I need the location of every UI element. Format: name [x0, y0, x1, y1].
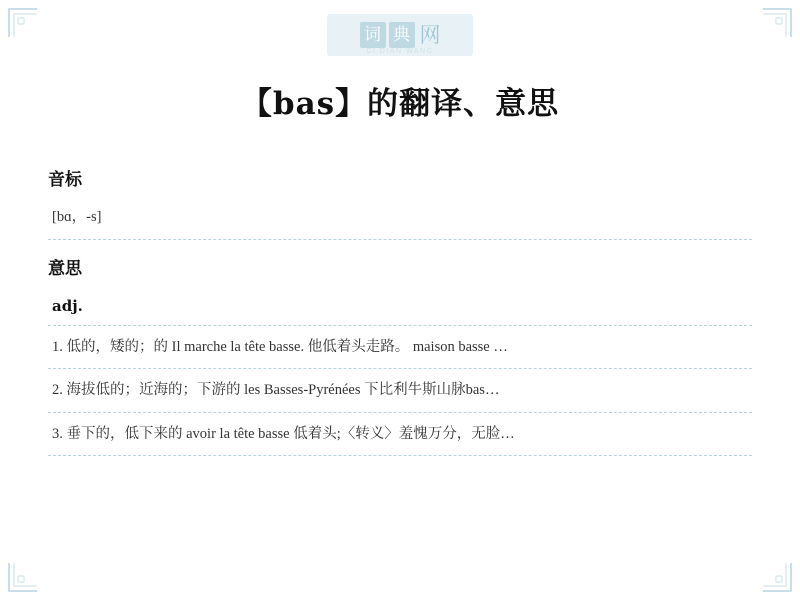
logo-char-2: 典 [389, 22, 415, 48]
section-heading-meaning: 意思 [48, 258, 82, 279]
definition-item: 3. 垂下的，低下来的 avoir la tête basse 低着头;〈转义〉羞愧万分，无脸… [48, 413, 752, 457]
logo-char-net: 网 [419, 23, 441, 47]
logo-char-1: 词 [360, 22, 386, 48]
definition-item: 2. 海拔低的；近海的；下游的 les Basses-Pyrénées 下比利牛斯山脉bas… [48, 369, 752, 413]
section-phonetic [48, 165, 752, 240]
site-logo[interactable] [48, 0, 752, 55]
phonetic-value: [bɑ，-s] [48, 194, 752, 240]
page-title: 【bas】的翻译、意思 [240, 86, 560, 122]
entry-content [48, 165, 752, 456]
part-of-speech: adj. [48, 283, 752, 326]
logo-subtitle: CI DIAN WANG [366, 48, 434, 55]
section-meaning [48, 254, 752, 457]
definition-item: 1. 低的，矮的；的 Il marche la tête basse. 他低着头走路。 maison basse … [48, 326, 752, 370]
section-heading-phonetic: 音标 [48, 170, 82, 190]
